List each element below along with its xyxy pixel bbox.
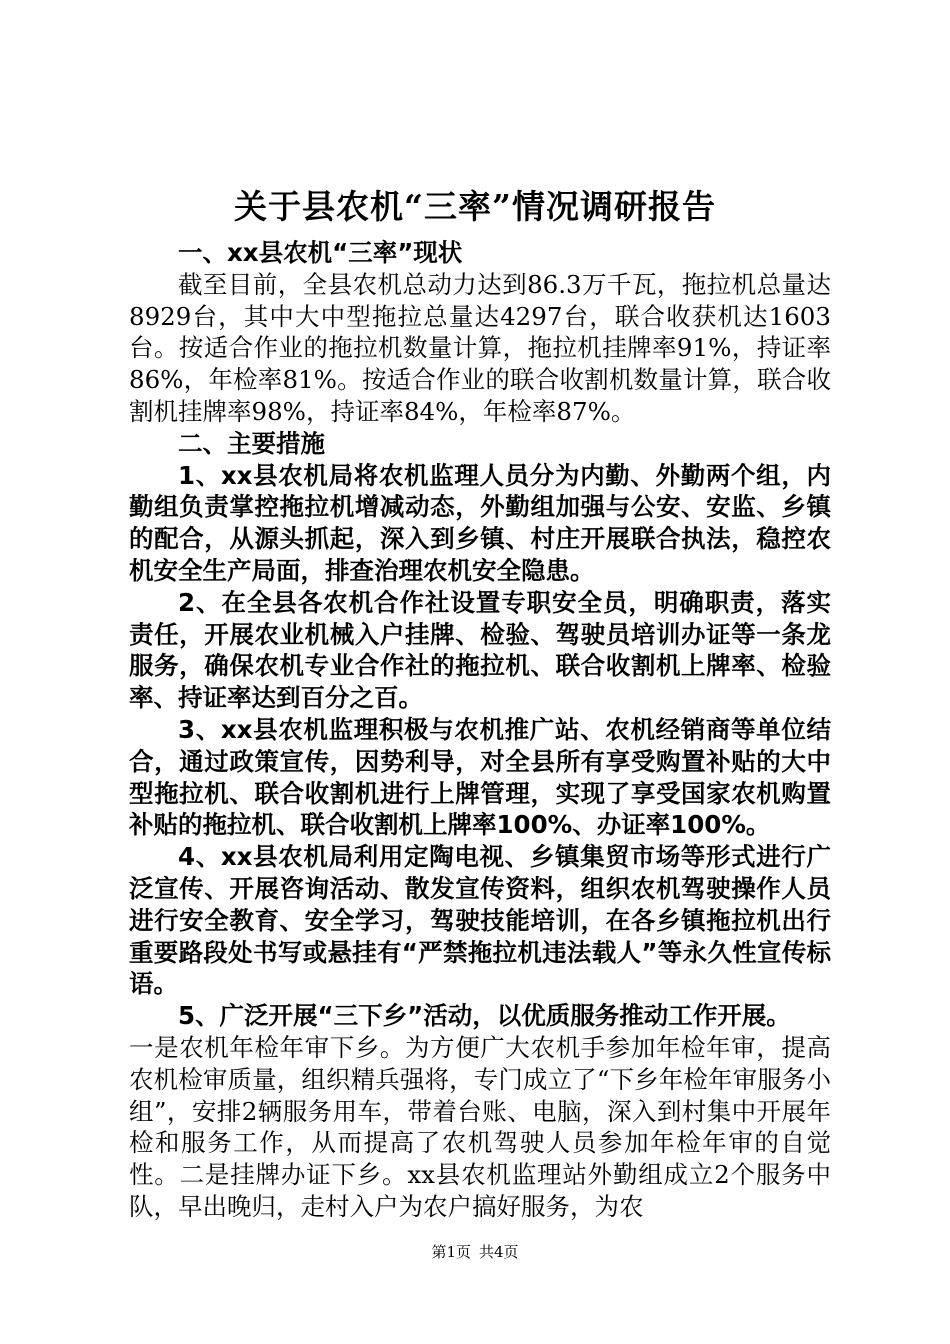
page-number: 第1页 — [431, 1243, 471, 1261]
page-footer — [0, 1241, 950, 1263]
page-total: 共4页 — [479, 1243, 519, 1261]
paragraph-status: 截至目前，全县农机总动力达到86.3万千瓦，拖拉机总量达8929台，其中大中型拖拉总量达4297台，联合收获机达1603台。按适合作业的拖拉机数量计算，拖拉机挂牌率91%，持证率86%，年检率81%。按适合作业的联合收割机数量计算，联合收割机挂牌率98%，持证率84%，年检率87%。 — [129, 269, 831, 426]
paragraph-measure-4: 4、xx县农机局利用定陶电视、乡镇集贸市场等形式进行广泛宣传、开展咨询活动、散发宣传资料，组织农机驾驶操作人员进行安全教育、安全学习，驾驶技能培训，在各乡镇拖拉机出行重要路段处书写或悬挂有“严禁拖拉机违法载人”等永久性宣传标语。 — [129, 842, 831, 999]
paragraph-measure-5: 5、广泛开展“三下乡”活动，以优质服务推动工作开展。 — [178, 1001, 791, 1031]
paragraph-measure-1: 1、xx县农机局将农机监理人员分为内勤、外勤两个组，内勤组负责掌控拖拉机增减动态，外勤组加强与公安、安监、乡镇的配合，从源头抓起，深入到乡镇、村庄开展联合执法，稳控农机安全生产局面，排查治理农机安全隐患。 — [129, 460, 831, 585]
paragraph-measure-5-detail: 一是农机年检年审下乡。为方便广大农机手参加年检年审，提高农机检审质量，组织精兵强将，专门成立了“下乡年检年审服务小组”，安排2辆服务用车，带着台账、电脑，深入到村集中开展年检和服务工作，从而提高了农机驾驶人员参加年检年审的自觉性。二是挂牌办证下乡。xx县农机监理站外勤组成立2个服务中队，早出晚归，走村入户为农户搞好服务，为农 — [129, 1032, 831, 1221]
paragraph-measure-2: 2、在全县各农机合作社设置专职安全员，明确职责，落实责任，开展农业机械入户挂牌、检验、驾驶员培训办证等一条龙服务，确保农机专业合作社的拖拉机、联合收割机上牌率、检验率、持证率达到百分之百。 — [129, 587, 831, 713]
paragraph-measure-3: 3、xx县农机监理积极与农机推广站、农机经销商等单位结合，通过政策宣传，因势利导，对全县所有享受购置补贴的大中型拖拉机、联合收割机进行上牌管理，实现了享受国家农机购置补贴的拖拉机、联合收割机上牌率100%、办证率100%。 — [129, 714, 831, 840]
document-body — [129, 237, 831, 1223]
document-title: 关于县农机“三率”情况调研报告 — [234, 187, 716, 226]
section-heading-measures: 二、主要措施 — [178, 428, 325, 458]
section-heading-status: 一、xx县农机“三率”现状 — [178, 238, 463, 267]
